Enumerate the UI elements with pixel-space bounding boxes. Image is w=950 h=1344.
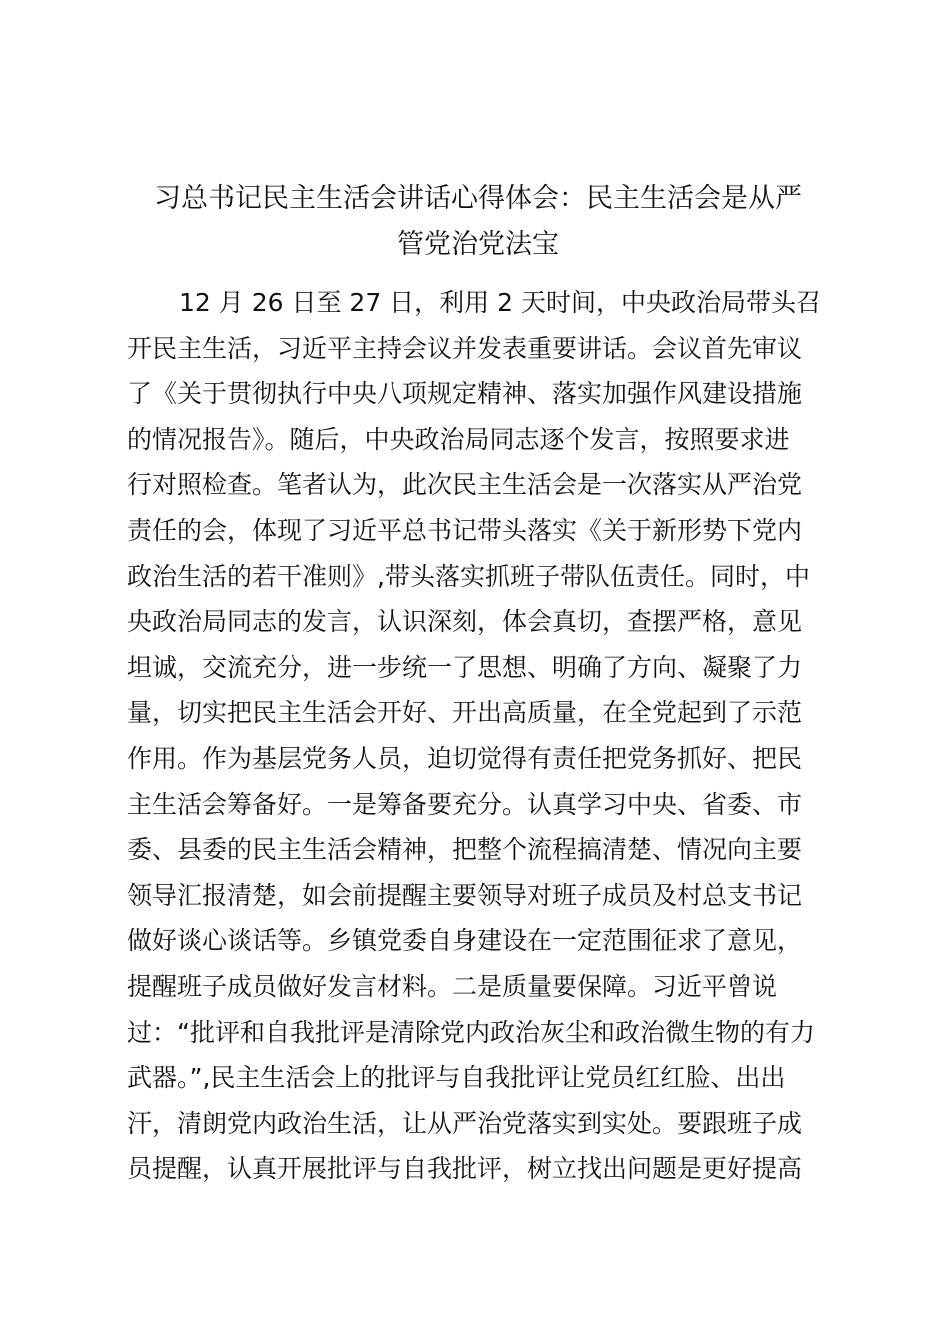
title-line-1: 习总书记民主生活会讲话心得体会：民主生活会是从严 (154, 183, 802, 214)
body-line-18: 武器。”,民主生活会上的批评与自我批评让党员红红脸、出出 (127, 1063, 786, 1093)
body-line-16: 提醒班子成员做好发言材料。二是质量要保障。习近平曾说 (127, 971, 778, 1001)
body-line-11: 作用。作为基层党务人员，迫切觉得有责任把党务抓好、把民 (127, 743, 803, 773)
body-line-4: 的情况报告》。随后，中央政治局同志逐个发言，按照要求进 (127, 424, 790, 454)
body-line-14: 领导汇报清楚，如会前提醒主要领导对班子成员及村总支书记 (127, 880, 803, 910)
body-line-1: 12 月 26 日至 27 日，利用 2 天时间，中央政治局带头召 (179, 288, 821, 317)
body-line-17: 过：“批评和自我批评是清除党内政治灰尘和政治微生物的有力 (127, 1017, 815, 1047)
body-line-7: 政治生活的若干准则》,带头落实抓班子带队伍责任。同时，中 (127, 561, 810, 591)
body-line-5: 行对照检查。笔者认为，此次民主生活会是一次落实从严治党 (127, 470, 803, 500)
body-line-20: 员提醒，认真开展批评与自我批评，树立找出问题是更好提高 (127, 1154, 803, 1184)
body-line-13: 委、县委的民主生活会精神，把整个流程搞清楚、情况向主要 (127, 835, 803, 865)
body-line-10: 量，切实把民主生活会开好、开出高质量，在全党起到了示范 (127, 698, 803, 728)
body-line-15: 做好谈心谈话等。乡镇党委自身建设在一定范围征求了意见， (127, 926, 803, 956)
body-line-2: 开民主生活，习近平主持会议并发表重要讲话。会议首先审议 (127, 333, 803, 363)
document-title (118, 176, 838, 268)
body-line-8: 央政治局同志的发言，认识深刻，体会真切，查摆严格，意见 (127, 607, 803, 637)
document-body (127, 280, 837, 1192)
body-line-3: 了《关于贯彻执行中央八项规定精神、落实加强作风建设措施 (127, 379, 803, 409)
body-line-19: 汗，清朗党内政治生活，让从严治党落实到实处。要跟班子成 (127, 1108, 803, 1138)
body-line-6: 责任的会，体现了习近平总书记带头落实《关于新形势下党内 (127, 515, 803, 545)
body-line-12: 主生活会筹备好。一是筹备要充分。认真学习中央、省委、市 (127, 789, 803, 819)
title-line-2: 管党治党法宝 (397, 229, 559, 260)
body-line-9: 坦诚，交流充分，进一步统一了思想、明确了方向、凝聚了力 (127, 652, 803, 682)
